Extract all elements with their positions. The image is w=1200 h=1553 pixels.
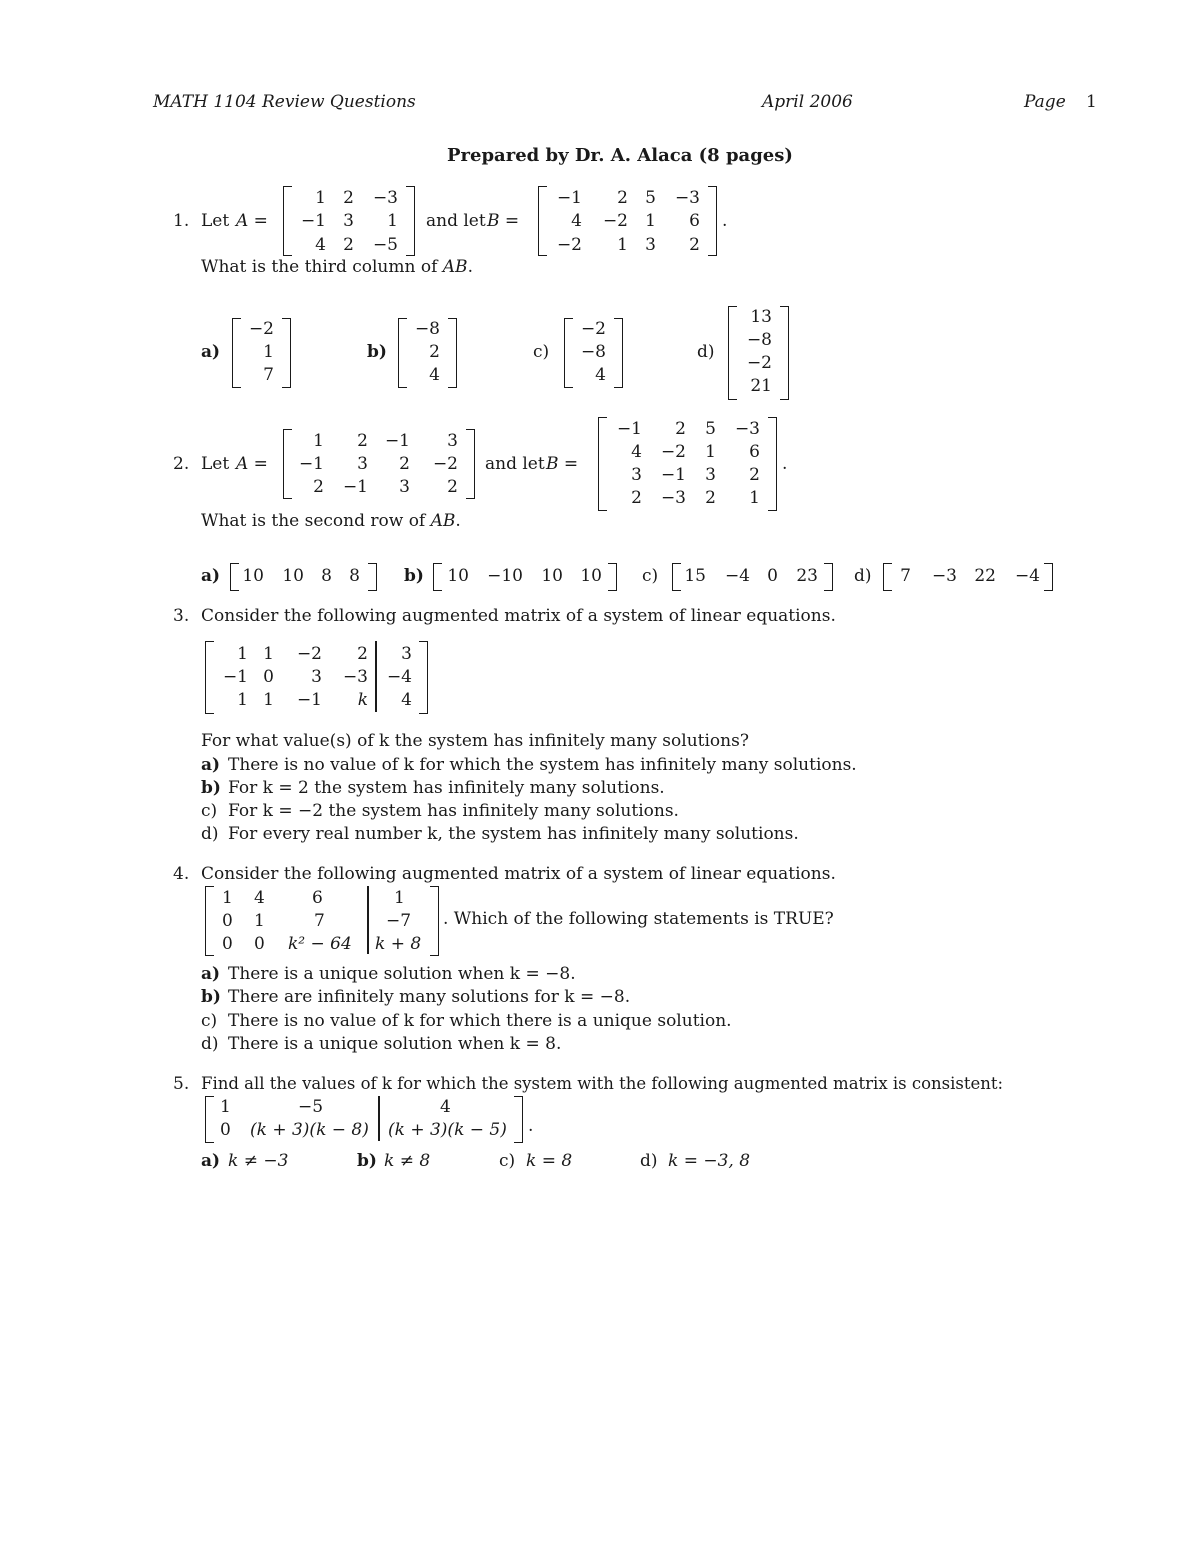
answer-text: k = 8 xyxy=(526,1151,573,1171)
matrix-cell: −2 xyxy=(556,235,582,255)
vector-cell: 7 xyxy=(900,566,911,586)
answer-text: k ≠ 8 xyxy=(384,1151,431,1171)
answer-label: a) xyxy=(201,1151,221,1171)
matrix-cell: 3 xyxy=(311,667,322,687)
matrix-cell: 1 xyxy=(705,442,716,462)
matrix-cell: 0 xyxy=(222,911,233,931)
header-date: April 2006 xyxy=(762,92,853,112)
matrix-cell: 3 xyxy=(645,235,656,255)
vector-cell: 4 xyxy=(429,365,440,385)
matrix-cell: −3 xyxy=(372,188,398,208)
period: . xyxy=(782,454,788,474)
matrix-cell: −1 xyxy=(384,431,410,451)
option-label: d) xyxy=(697,342,715,362)
matrix-cell: 1 xyxy=(315,188,326,208)
matrix-cell: 1 xyxy=(220,1097,231,1117)
answer-text: There is a unique solution when k = 8. xyxy=(228,1034,562,1054)
matrix-cell: 7 xyxy=(314,911,325,931)
question-number: 5. xyxy=(173,1074,190,1094)
vector-cell: −4 xyxy=(1014,566,1040,586)
matrix-cell: 6 xyxy=(749,442,760,462)
matrix-cell: 6 xyxy=(689,211,700,231)
right-bracket xyxy=(419,641,428,714)
vector-cell: 13 xyxy=(750,307,772,327)
vector-cell: −4 xyxy=(724,566,750,586)
answer-label: c) xyxy=(499,1151,516,1171)
matrix-cell: 0 xyxy=(263,667,274,687)
answer-label: b) xyxy=(357,1151,377,1171)
augment-divider xyxy=(375,641,377,712)
matrix-a-label: A = xyxy=(236,211,268,231)
question-number: 1. xyxy=(173,211,190,231)
option-label: b) xyxy=(367,342,387,362)
vector-cell: −2 xyxy=(746,353,772,373)
augment-divider xyxy=(367,886,369,954)
matrix-cell: 2 xyxy=(399,454,410,474)
matrix-cell: 1 xyxy=(387,211,398,231)
matrix-cell: −1 xyxy=(556,188,582,208)
matrix-cell: k² − 64 xyxy=(288,934,352,954)
matrix-cell: 1 xyxy=(313,431,324,451)
header-course: MATH 1104 Review Questions xyxy=(153,92,416,112)
answer-text: k ≠ −3 xyxy=(228,1151,289,1171)
matrix-cell: −1 xyxy=(222,667,248,687)
matrix-cell: 4 xyxy=(631,442,642,462)
matrix-cell: 3 xyxy=(357,454,368,474)
question-intro: Consider the following augmented matrix of a system of linear equations. xyxy=(201,606,836,626)
matrix-cell: −1 xyxy=(296,690,322,710)
vector-cell: 10 xyxy=(541,566,563,586)
option-label: b) xyxy=(404,566,424,586)
rhs-cell: (k + 3)(k − 5) xyxy=(388,1120,507,1140)
answer-label: b) xyxy=(201,778,221,798)
matrix-cell: 1 xyxy=(237,644,248,664)
option-label: a) xyxy=(201,566,221,586)
augment-divider xyxy=(378,1096,380,1141)
right-bracket xyxy=(514,1096,523,1143)
matrix-cell: −5 xyxy=(372,235,398,255)
matrix-b-label: B = xyxy=(546,454,579,474)
period: . xyxy=(528,1116,534,1136)
question-intro: Consider the following augmented matrix of a system of linear equations. xyxy=(201,864,836,884)
right-bracket xyxy=(406,186,415,256)
matrix-cell: (k + 3)(k − 8) xyxy=(250,1120,369,1140)
matrix-cell: −2 xyxy=(602,211,628,231)
matrix-cell: 1 xyxy=(645,211,656,231)
and-let-label: and let xyxy=(426,211,486,231)
right-bracket xyxy=(466,429,475,499)
right-bracket xyxy=(614,318,623,388)
matrix-cell: 1 xyxy=(749,488,760,508)
question-number: 3. xyxy=(173,606,190,626)
question-text: . Which of the following statements is TRUE? xyxy=(443,909,834,929)
question-text xyxy=(201,513,461,530)
period: . xyxy=(722,211,728,231)
matrix-cell: k xyxy=(357,690,368,710)
matrix-cell: 3 xyxy=(447,431,458,451)
matrix-cell: −1 xyxy=(660,465,686,485)
and-let-label: and let xyxy=(485,454,545,474)
matrix-cell: 4 xyxy=(254,888,265,908)
rhs-cell: k + 8 xyxy=(375,934,422,954)
matrix-cell: 2 xyxy=(705,488,716,508)
right-bracket xyxy=(608,563,617,591)
matrix-cell: 6 xyxy=(312,888,323,908)
header-page-number: 1 xyxy=(1086,92,1097,112)
matrix-cell: 5 xyxy=(705,419,716,439)
right-bracket xyxy=(430,886,439,956)
vector-cell: 21 xyxy=(750,376,772,396)
answer-text: For every real number k, the system has infinitely many solutions. xyxy=(228,824,799,844)
right-bracket xyxy=(1044,563,1053,591)
question-intro: Find all the values of k for which the system with the following augmented matrix is consistent: xyxy=(201,1074,1004,1093)
question-period: . xyxy=(467,257,473,277)
left-bracket xyxy=(598,417,607,511)
rhs-cell: 3 xyxy=(401,644,412,664)
matrix-cell: −5 xyxy=(298,1097,324,1117)
matrix-cell: −2 xyxy=(432,454,458,474)
matrix-cell: 3 xyxy=(705,465,716,485)
left-bracket xyxy=(538,186,547,256)
rhs-cell: 4 xyxy=(401,690,412,710)
question-text: For what value(s) of k the system has infinitely many solutions? xyxy=(201,731,749,751)
matrix-cell: −1 xyxy=(342,477,368,497)
matrix-cell: 5 xyxy=(645,188,656,208)
rhs-cell: 1 xyxy=(394,888,405,908)
answer-text: There are infinitely many solutions for k = −8. xyxy=(228,987,631,1007)
left-bracket xyxy=(205,1096,214,1143)
vector-cell: 1 xyxy=(263,342,274,362)
vector-cell: −8 xyxy=(414,319,440,339)
matrix-cell: 1 xyxy=(263,690,274,710)
matrix-cell: −1 xyxy=(300,211,326,231)
option-label: d) xyxy=(854,566,872,586)
matrix-cell: 0 xyxy=(254,934,265,954)
matrix-cell: −2 xyxy=(296,644,322,664)
vector-cell: −10 xyxy=(487,566,523,586)
vector-cell: 8 xyxy=(321,566,332,586)
left-bracket xyxy=(728,306,737,400)
matrix-cell: 0 xyxy=(220,1120,231,1140)
left-bracket xyxy=(205,886,214,956)
matrix-cell: 4 xyxy=(315,235,326,255)
matrix-cell: 2 xyxy=(357,644,368,664)
answer-label: a) xyxy=(201,964,221,984)
question-text xyxy=(201,259,473,276)
answer-text: For k = 2 the system has infinitely many solutions. xyxy=(228,778,665,798)
vector-cell: −8 xyxy=(746,330,772,350)
option-label: c) xyxy=(642,566,659,586)
answer-text: There is a unique solution when k = −8. xyxy=(228,964,576,984)
question-number: 4. xyxy=(173,864,190,884)
matrix-a-label: A = xyxy=(236,454,268,474)
matrix-cell: −3 xyxy=(674,188,700,208)
matrix-cell: −3 xyxy=(734,419,760,439)
matrix-cell: −2 xyxy=(660,442,686,462)
question-variable: AB xyxy=(430,511,456,531)
matrix-cell: −1 xyxy=(616,419,642,439)
vector-cell: 10 xyxy=(282,566,304,586)
vector-cell: −2 xyxy=(248,319,274,339)
matrix-cell: −3 xyxy=(342,667,368,687)
answer-label: d) xyxy=(201,1034,219,1054)
matrix-cell: 1 xyxy=(222,888,233,908)
vector-cell: 22 xyxy=(974,566,996,586)
matrix-cell: 2 xyxy=(343,188,354,208)
page-title: Prepared by Dr. A. Alaca (8 pages) xyxy=(447,145,793,166)
right-bracket xyxy=(768,417,777,511)
right-bracket xyxy=(824,563,833,591)
vector-cell: −8 xyxy=(580,342,606,362)
matrix-cell: 2 xyxy=(617,188,628,208)
left-bracket xyxy=(283,186,292,256)
vector-cell: 10 xyxy=(447,566,469,586)
question-variable: AB xyxy=(442,257,468,277)
matrix-cell: 0 xyxy=(222,934,233,954)
answer-text: For k = −2 the system has infinitely many solutions. xyxy=(228,801,679,821)
answer-label: b) xyxy=(201,987,221,1007)
question-text-main: What is the third column of xyxy=(201,257,438,277)
answer-text: k = −3, 8 xyxy=(668,1151,751,1171)
matrix-cell: 4 xyxy=(571,211,582,231)
answer-label: d) xyxy=(640,1151,658,1171)
right-bracket xyxy=(282,318,291,388)
answer-text: There is no value of k for which the system has infinitely many solutions. xyxy=(228,755,857,775)
let-label: Let xyxy=(201,211,230,231)
matrix-cell: 1 xyxy=(617,235,628,255)
question-text-main: What is the second row of xyxy=(201,511,426,531)
matrix-cell: 1 xyxy=(254,911,265,931)
vector-cell: −2 xyxy=(580,319,606,339)
vector-cell: −3 xyxy=(931,566,957,586)
right-bracket xyxy=(708,186,717,256)
right-bracket xyxy=(368,563,377,591)
vector-cell: 7 xyxy=(263,365,274,385)
vector-cell: 0 xyxy=(767,566,778,586)
matrix-cell: −3 xyxy=(660,488,686,508)
answer-label: a) xyxy=(201,755,221,775)
answer-label: d) xyxy=(201,824,219,844)
header-page-label: Page xyxy=(1024,92,1066,112)
vector-cell: 23 xyxy=(796,566,818,586)
matrix-cell: 2 xyxy=(675,419,686,439)
matrix-cell: 2 xyxy=(313,477,324,497)
rhs-cell: 4 xyxy=(440,1097,451,1117)
vector-cell: 10 xyxy=(242,566,264,586)
vector-cell: 15 xyxy=(684,566,706,586)
answer-label: c) xyxy=(201,801,218,821)
let-label: Let xyxy=(201,454,230,474)
rhs-cell: −7 xyxy=(386,911,412,931)
right-bracket xyxy=(448,318,457,388)
matrix-cell: 2 xyxy=(631,488,642,508)
matrix-b-label: B = xyxy=(487,211,520,231)
matrix-cell: 3 xyxy=(631,465,642,485)
option-label: a) xyxy=(201,342,221,362)
matrix-cell: 1 xyxy=(237,690,248,710)
matrix-cell: −1 xyxy=(298,454,324,474)
matrix-cell: 3 xyxy=(399,477,410,497)
rhs-cell: −4 xyxy=(386,667,412,687)
vector-cell: 2 xyxy=(429,342,440,362)
matrix-cell: 2 xyxy=(343,235,354,255)
matrix-cell: 3 xyxy=(343,211,354,231)
right-bracket xyxy=(780,306,789,400)
answer-text: There is no value of k for which there is a unique solution. xyxy=(228,1011,732,1031)
matrix-cell: 2 xyxy=(749,465,760,485)
question-period: . xyxy=(455,511,461,531)
matrix-cell: 2 xyxy=(447,477,458,497)
vector-cell: 8 xyxy=(349,566,360,586)
matrix-cell: 2 xyxy=(689,235,700,255)
answer-label: c) xyxy=(201,1011,218,1031)
question-number: 2. xyxy=(173,454,190,474)
vector-cell: 4 xyxy=(595,365,606,385)
matrix-cell: 1 xyxy=(263,644,274,664)
matrix-cell: 2 xyxy=(357,431,368,451)
option-label: c) xyxy=(533,342,550,362)
vector-cell: 10 xyxy=(580,566,602,586)
